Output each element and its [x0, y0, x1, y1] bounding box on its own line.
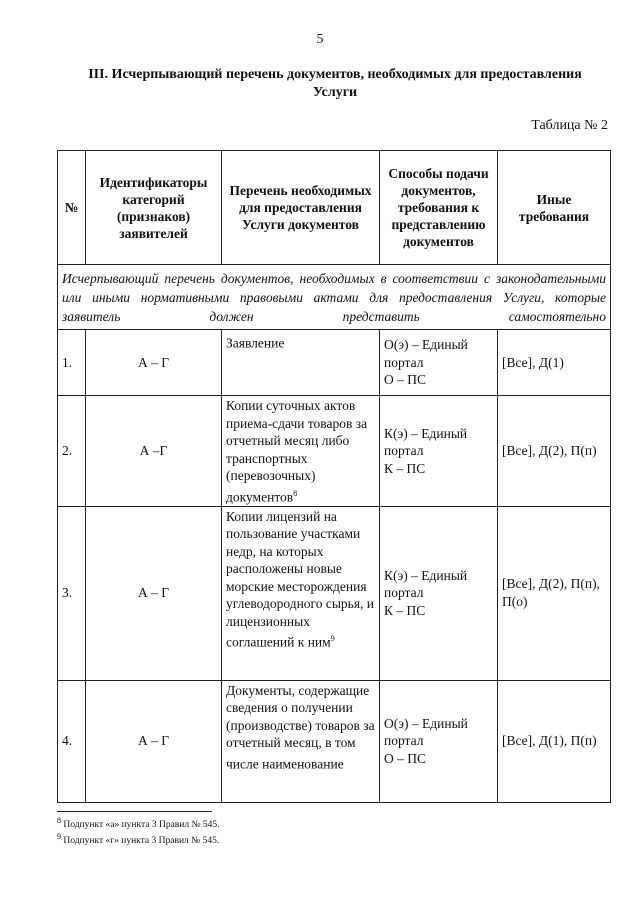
row-ways-line2: К – ПС [384, 602, 426, 618]
row-ways [380, 396, 498, 507]
footnote-ref: 9 [330, 634, 335, 643]
row-ways [380, 680, 498, 802]
footnote-item [57, 831, 220, 847]
row-number: 3. [58, 506, 86, 680]
footnote-text: Подпункт «г» пункта 3 Правил № 545. [61, 836, 220, 847]
header-categories: Идентификаторы категорий (признаков) заявителей [86, 151, 222, 265]
footnote-mark: 9 [57, 832, 61, 842]
header-num: № [58, 151, 86, 265]
row-document-text: Копии суточных актов приема-сдачи товаров за отчетный месяц либо транспортных (перевозочных) документов [226, 398, 368, 504]
footnote-mark: 8 [57, 816, 61, 825]
table-row [58, 396, 611, 507]
row-ways-line1: О(э) – Единый портал [384, 337, 468, 370]
row-ways-line1: О(э) – Единый портал [384, 715, 468, 749]
row-other: [Все], Д(2), П(п) [498, 396, 611, 507]
row-number: 4. [58, 680, 86, 802]
footnote-item [57, 815, 220, 831]
table-label: Таблица № 2 [531, 118, 608, 133]
row-document [222, 396, 380, 507]
row-category: А – Г [86, 330, 222, 396]
row-ways [380, 330, 498, 396]
row-document [222, 330, 380, 396]
row-document-text: Документы, содержащие сведения о получении (производстве) товаров за отчетный месяц, в том числе наименование [226, 682, 375, 771]
row-ways-line2: К – ПС [384, 460, 426, 476]
row-document-text: Копии лицензий на пользование участками недр, на которых расположены новые морские месторождения углеводородного сырья, и лицензионных соглашений к ним [226, 508, 375, 650]
row-other: [Все], Д(1), П(п) [498, 680, 611, 802]
table-row [58, 330, 611, 396]
header-row [58, 151, 611, 265]
row-ways-line1: К(э) – Единый портал [384, 567, 468, 601]
section-title-line1: III. Исчерпывающий перечень документов, необходимых для предоставления [88, 67, 582, 82]
section-title [60, 66, 610, 102]
row-category: А – Г [86, 680, 222, 802]
header-documents: Перечень необходимых для предоставления Услуги документов [222, 151, 380, 265]
span-row [58, 265, 611, 330]
header-ways: Способы подачи документов, требования к представлению документов [380, 151, 498, 265]
table-row [58, 680, 611, 802]
row-other: [Все], Д(1) [498, 330, 611, 396]
section-title-line2: Услуги [312, 85, 358, 100]
row-ways-line1: К(э) – Единый портал [384, 425, 468, 458]
footnotes [57, 815, 220, 847]
row-document [222, 680, 380, 802]
row-document-text: Заявление [226, 335, 285, 351]
row-category: А – Г [86, 506, 222, 680]
row-ways-line2: О – ПС [384, 372, 427, 388]
footnote-divider [57, 811, 212, 812]
footnote-ref: 8 [293, 488, 298, 498]
row-ways [380, 506, 498, 680]
page-number: 5 [316, 32, 324, 47]
header-other: Иные требования [498, 151, 611, 265]
row-category: А –Г [86, 396, 222, 507]
row-ways-line2: О – ПС [384, 750, 427, 766]
row-other: [Все], Д(2), П(п), П(о) [498, 506, 611, 680]
footnote-text: Подпункт «а» пункта 3 Правил № 545. [61, 820, 220, 831]
table-row [58, 506, 611, 680]
row-number: 2. [58, 396, 86, 507]
span-text: Исчерпывающий перечень документов, необходимых в соответствии с законодательными или иными нормативными правовыми актами для предоставления Услуги, которые заявитель должен представить самостоятельно [58, 265, 611, 330]
row-number: 1. [58, 330, 86, 396]
documents-table [57, 150, 611, 803]
row-document [222, 506, 380, 680]
